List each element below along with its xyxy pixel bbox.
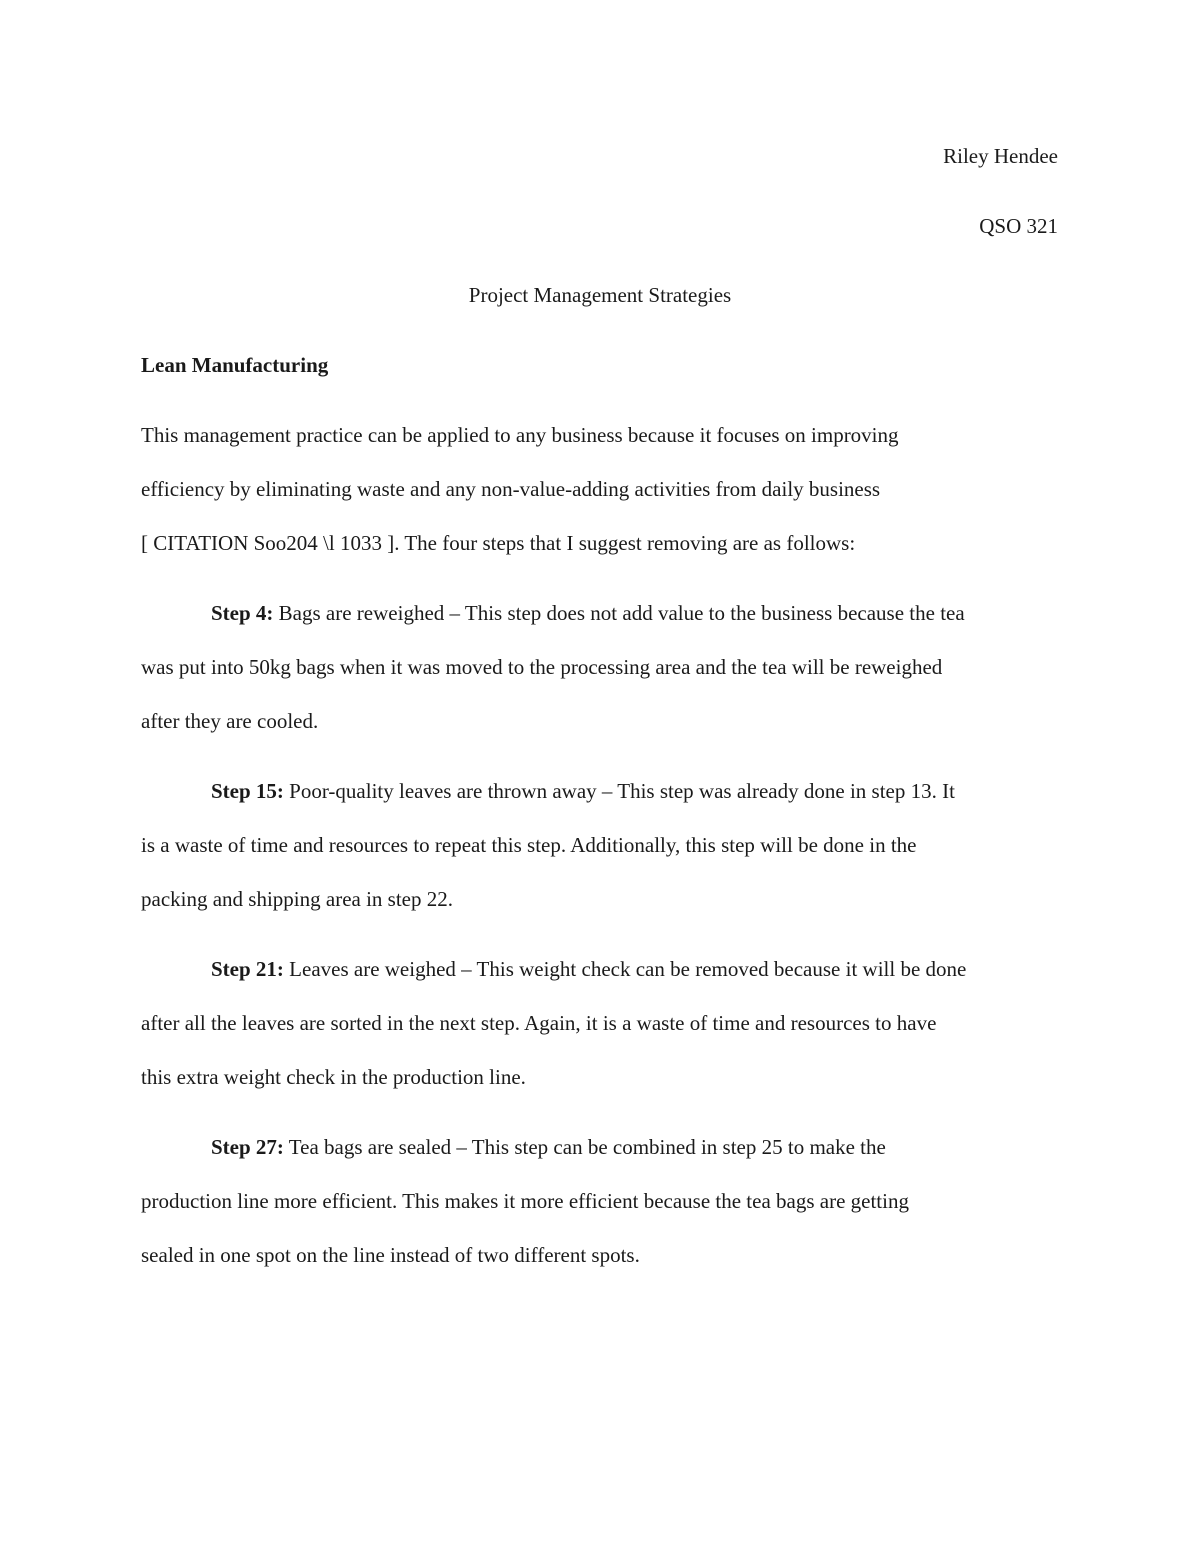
step-paragraph-4-line-2: production line more efficient. This makes it more efficient because the tea bags are getting	[141, 1189, 909, 1213]
author-name: Riley Hendee	[943, 144, 1058, 168]
step-paragraph-1-line-3: after they are cooled.	[141, 709, 319, 733]
step-paragraph-4-first-line	[211, 1134, 886, 1160]
intro-line-2: efficiency by eliminating waste and any non-value-adding activities from daily business	[141, 477, 881, 501]
step-text: Bags are reweighed – This step does not add value to the business because the tea	[273, 601, 965, 625]
step-paragraph-3-line-2: after all the leaves are sorted in the next step. Again, it is a waste of time and resources to have	[141, 1011, 937, 1035]
step-paragraph-3-first-line	[211, 956, 966, 982]
step-text: Poor-quality leaves are thrown away – This step was already done in step 13. It	[283, 779, 955, 803]
intro-line-1: This management practice can be applied to any business because it focuses on improving	[141, 423, 899, 447]
section-heading: Lean Manufacturing	[141, 353, 329, 377]
step-paragraph-4-line-3: sealed in one spot on the line instead of two different spots.	[141, 1243, 640, 1267]
step-text: Tea bags are sealed – This step can be combined in step 25 to make the	[283, 1135, 886, 1159]
intro-line-3: [ CITATION Soo204 \l 1033 ]. The four steps that I suggest removing are as follows:	[141, 531, 856, 555]
step-label: Step 21:	[211, 957, 284, 981]
step-paragraph-2-line-3: packing and shipping area in step 22.	[141, 887, 454, 911]
step-label: Step 27:	[211, 1135, 284, 1159]
step-paragraph-3-line-3: this extra weight check in the production line.	[141, 1065, 526, 1089]
step-paragraph-1-first-line	[211, 600, 965, 626]
step-paragraph-2-line-2: is a waste of time and resources to repeat this step. Additionally, this step will be done in the	[141, 833, 917, 857]
step-text: Leaves are weighed – This weight check can be removed because it will be done	[283, 957, 967, 981]
document-title: Project Management Strategies	[468, 283, 732, 307]
step-paragraph-1-line-2: was put into 50kg bags when it was moved to the processing area and the tea will be reweighed	[141, 655, 943, 679]
step-label: Step 4:	[211, 601, 274, 625]
step-label: Step 15:	[211, 779, 284, 803]
course-code: QSO 321	[979, 214, 1058, 238]
step-paragraph-2-first-line	[211, 778, 955, 804]
